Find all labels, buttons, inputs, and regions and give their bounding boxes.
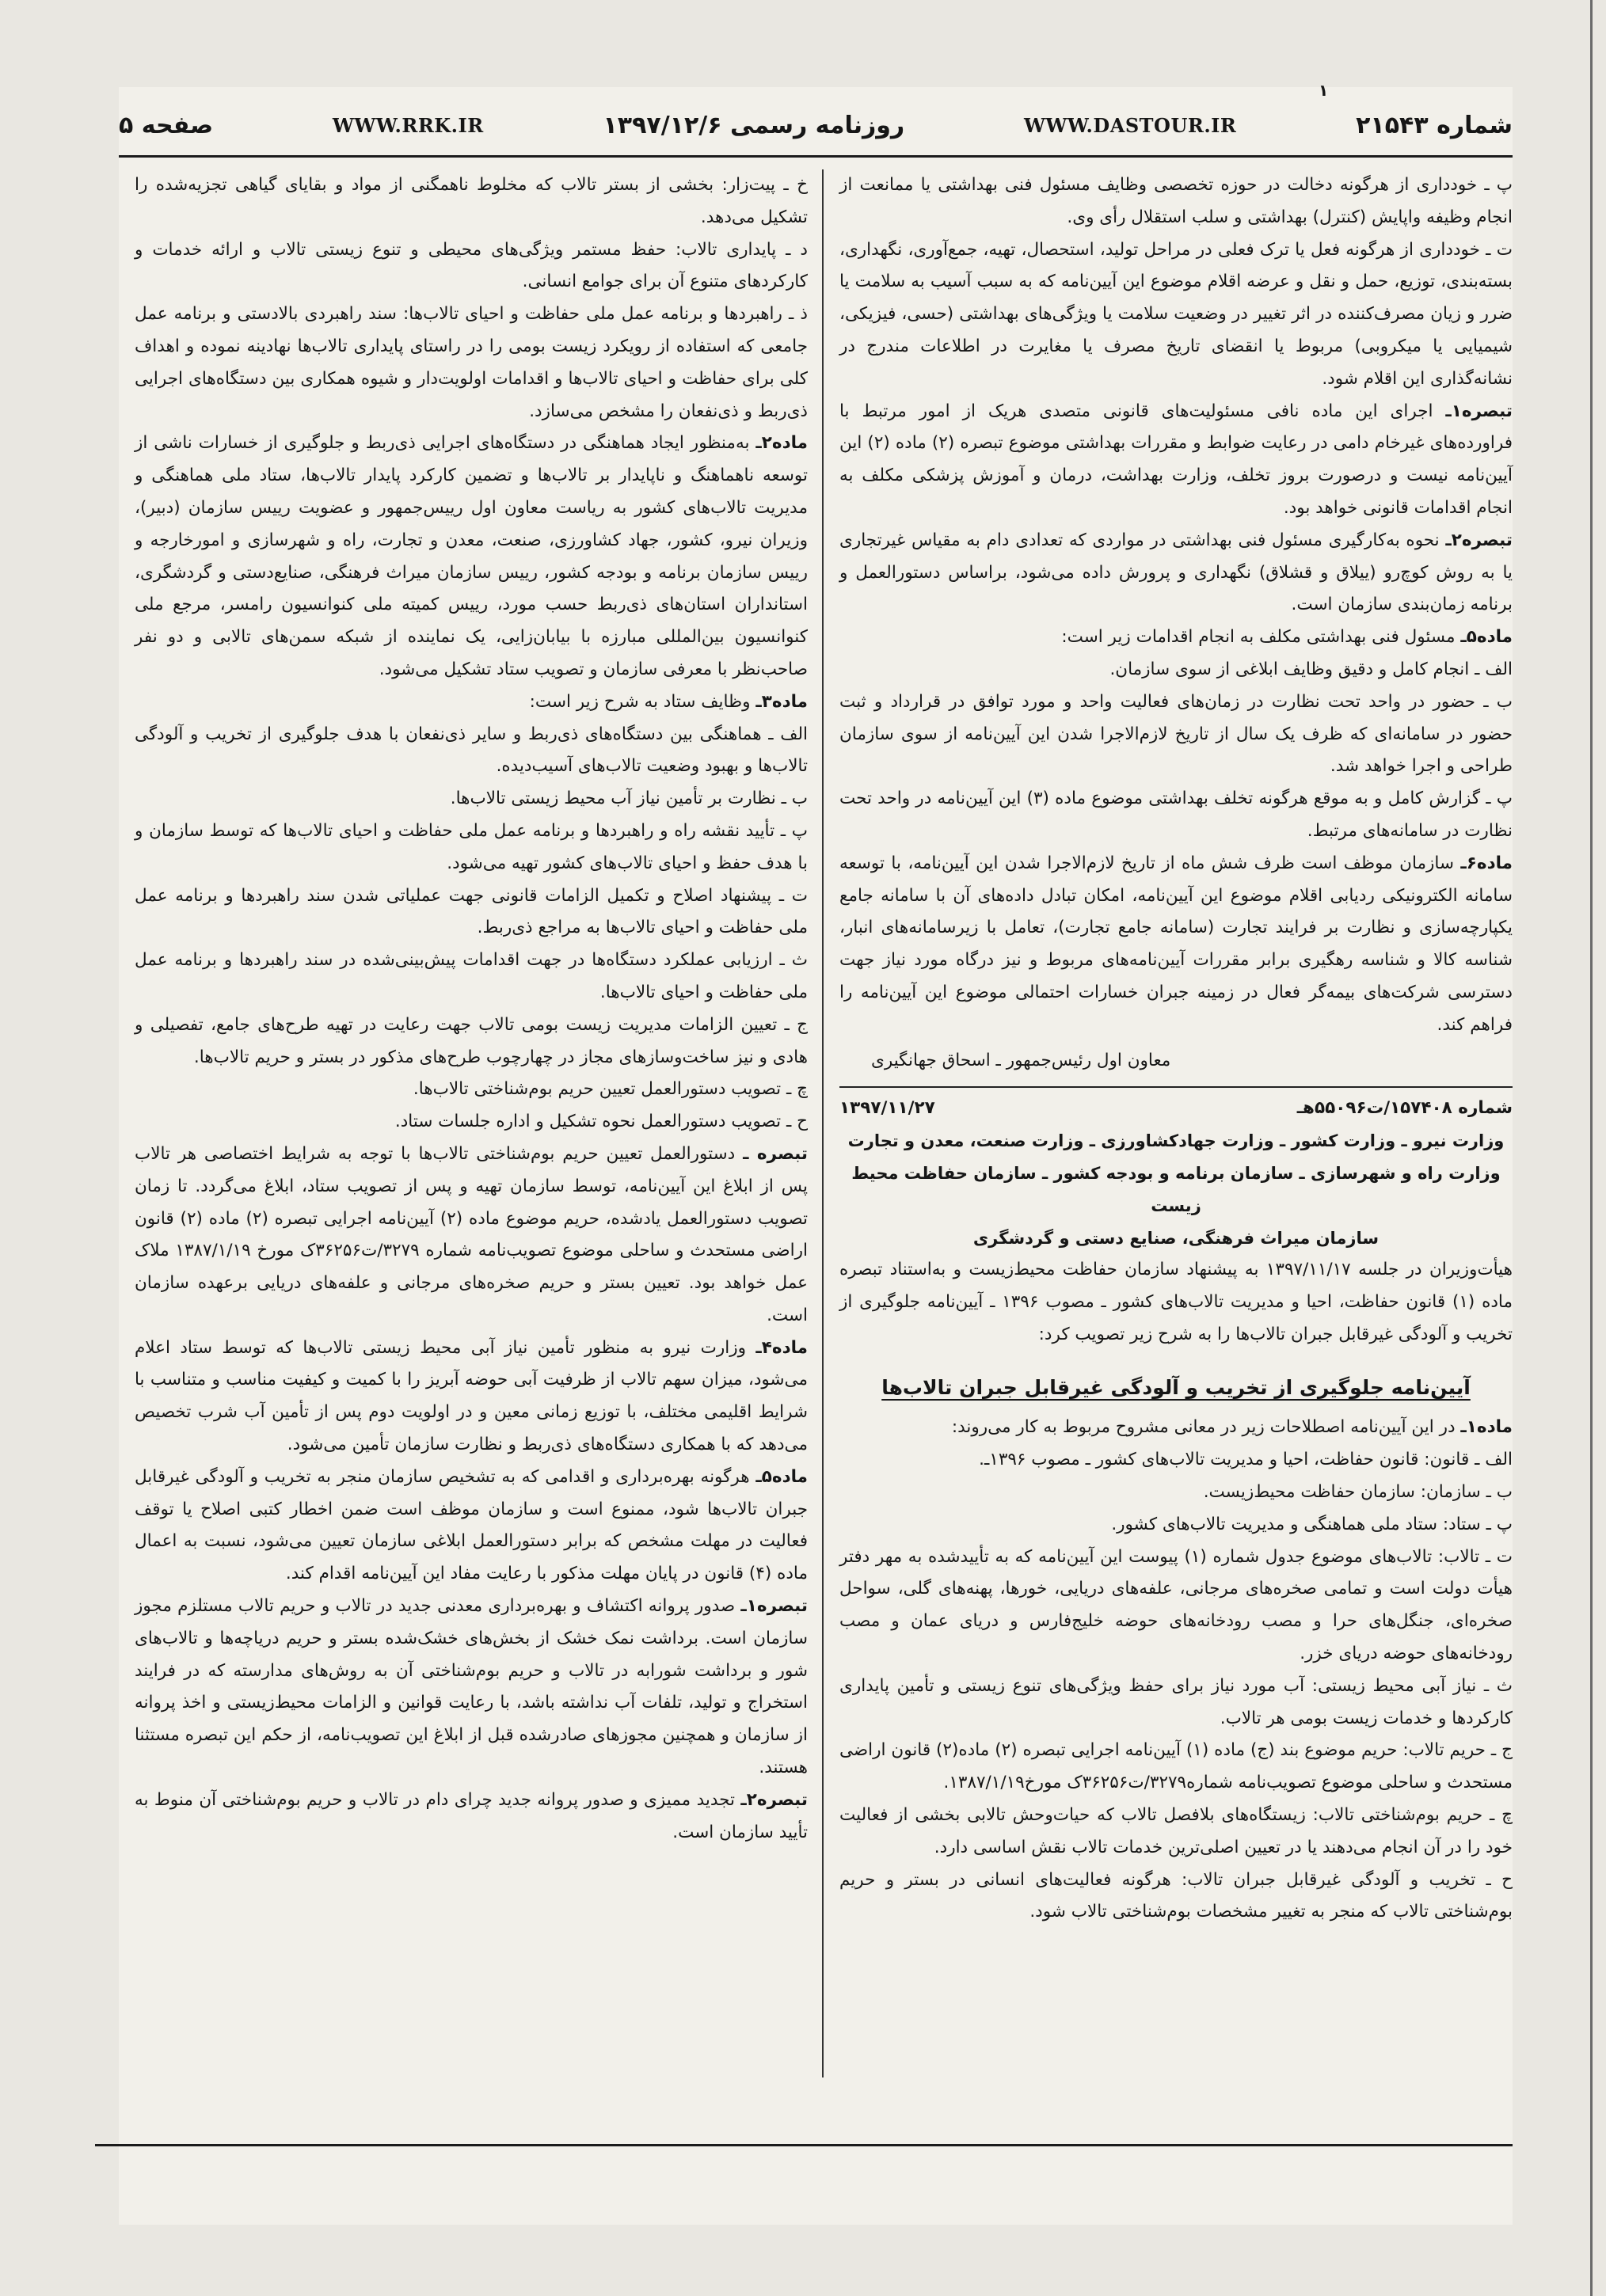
paragraph: ت ـ خودداری از هرگونه فعل یا ترک فعلی در مراحل تولید، استحصال، تهیه، جمع‌آوری، نگهداری، بسته‌بندی، توزیع، حمل و نقل و عرضه اقلام موضوع این آیین‌نامه که به سبب آسیب به سلامت یا ضرر و زیان مصرف‌کننده در اثر تغییر در وضعیت سلامت یا ویژگی‌های بهداشتی (حسی، فیزیکی، شیمیایی یا میکروبی) مربوط یا انقضای تاریخ مصرف یا مغایرت در اطلاعات مندرج در نشانه‌گذاری این اقلام شود.: [839, 239, 1513, 389]
note-text: اجرای این ماده نافی مسئولیت‌های قانونی متصدی هریک از امور مرتبط با فراورده‌های غیرخام دامی در رعایت ضوابط و مقررات بهداشتی موضوع تبصره (۲) ماده (۲) این آیین‌نامه نیست و درصورت بروز تخلف، وزارت بهداشت، درمان و آموزش پزشکی مکلف به انجام اقدامات قانونی خواهد بود.: [839, 401, 1513, 518]
note-text: دستورالعمل تعیین حریم بوم‌شناختی تالاب‌ها با توجه به شرایط اختصاصی هر تالاب پس از ابلاغ این آیین‌نامه، توسط سازمان تهیه و پس از تصویب ستاد، ابلاغ می‌گردد. تا زمان تصویب دستورالعمل یادشده، حریم موضوع ماده (۲) آیین‌نامه اجرایی تبصره (۲) ماده (۲) قانون اراضی مستحدث و ساحلی موضوع تصویب‌نامه شماره ۳۲۷۹/ت۳۶۲۵۶ک مورخ ۱۳۸۷/۱/۱۹ ملاک عمل خواهد بود. تعیین بستر و حریم صخره‌های مرجانی و علفه‌های دریایی برعهده سازمان است.: [135, 1143, 809, 1325]
reference-line: [839, 1093, 1513, 1125]
note-text: صدور پروانه اکتشاف و بهره‌برداری معدنی جدید در تالاب و حریم تالاب مستلزم مجوز سازمان است. برداشت نمک خشک از بخش‌های خشک‌شده بستر و حریم دریاچه‌ها و تالاب‌های شور و برداشت شورابه در تالاب و حریم بوم‌شناختی آن به روش‌های مدارسته که در فرایند استخراج و تولید، تلفات آب نداشته باشد، با رعایت قوانین و الزامات محیط‌زیستی و اخذ پروانه از سازمان و همچنین مجوزهای صادرشده قبل از ابلاغ این تصویب‌نامه، از حکم این تبصره مستثنا هستند.: [135, 1596, 808, 1778]
paragraph: الف ـ انجام کامل و دقیق وظایف ابلاغی از سوی سازمان.: [1109, 659, 1513, 679]
right-column: [839, 169, 1513, 1929]
site-url-dastour[interactable]: WWW.DASTOUR.IR: [1023, 113, 1237, 137]
page-number: صفحه ۵: [119, 111, 214, 139]
paragraph: [839, 396, 1513, 525]
definition: ح ـ تخریب و آلودگی غیرقابل جبران تالاب: هرگونه فعالیت‌های انسانی در بستر و حریم بوم‌شناختی تالاب که منجر به تغییر مشخصات بوم‌شناختی تالاب شود.: [839, 1869, 1513, 1922]
definition: پ ـ ستاد: ستاد ملی هماهنگی و مدیریت تالاب‌های کشور.: [1111, 1514, 1513, 1534]
article-text: وزارت نیرو به منظور تأمین نیاز آبی محیط زیستی تالاب‌ها که توسط ستاد اعلام می‌شود، میزان سهم تالاب از ظرفیت آبی حوضه آبریز را با کمیت و کیفیت مناسب و متناسب با شرایط اقلیمی مختلف، با توزیع زمانی معین و در اولویت دوم پس از تأمین آب شرب تخصیص می‌دهد که با همکاری دستگاه‌های ذی‌ربط و نظارت سازمان تأمین می‌شود.: [135, 1337, 808, 1455]
page-header: [119, 103, 1513, 147]
paragraph: [135, 1332, 808, 1462]
paragraph: ب ـ حضور در واحد تحت نظارت در زمان‌های فعالیت واحد و مورد توافق در قرارداد و ثبت حضور در سامانه‌ای که ظرف یک سال از تاریخ لازم‌الاجرا شدن این آیین‌نامه از سوی سازمان طراحی و اجرا خواهد شد.: [839, 691, 1513, 777]
list-item: ح ـ تصویب دستورالعمل نحوه تشکیل و اداره جلسات ستاد.: [394, 1112, 808, 1132]
page-mark: ۱: [1319, 81, 1329, 100]
regulation-title: آیین‌نامه جلوگیری از تخریب و آلودگی غیرقابل جبران تالاب‌ها: [881, 1375, 1471, 1399]
paragraph: [135, 1462, 808, 1591]
article-label: ماده۵ـ: [755, 1466, 808, 1487]
note-label: تبصره۲ـ: [740, 1789, 808, 1810]
paragraph: [839, 622, 1513, 654]
note-text: نحوه به‌کارگیری مسئول فنی بهداشتی در مواردی که تعدادی دام به مقیاس غیرتجاری یا به روش کوچ‌رو (ییلاق و قشلاق) نگهداری و پرورش داده می‌شود، براساس دستورالعمل و برنامه زمان‌بندی سازمان است.: [839, 530, 1513, 615]
newspaper-date: روزنامه رسمی ۱۳۹۷/۱۲/۶: [603, 111, 905, 139]
definition: ج ـ حریم تالاب: حریم موضوع بند (ج) ماده (۱) آیین‌نامه اجرایی تبصره (۲) ماده(۲) قانون اراضی مستحدث و ساحلی موضوع تصویب‌نامه شماره۳۲۷۹/ت۳۶۲۵۶ک مورخ۱۳۸۷/۱/۱۹.: [839, 1740, 1513, 1793]
signature: معاون اول رئیس‌جمهور ـ اسحاق جهانگیری: [871, 1050, 1171, 1070]
list-item: الف ـ هماهنگی بین دستگاه‌های ذی‌ربط و سایر ذی‌نفعان با هدف جلوگیری از تخریب و آلودگی تالاب‌ها و بهبود وضعیت تالاب‌های آسیب‌دیده.: [135, 724, 808, 777]
paragraph: [135, 428, 808, 686]
definition: چ ـ حریم بوم‌شناختی تالاب: زیستگاه‌های بلافصل تالاب که حیات‌وحش تالابی بخشی از فعالیت خود را در آن انجام می‌دهند یا در تعیین اصلی‌ترین خدمات تالاب نقش اساسی دارد.: [839, 1805, 1513, 1857]
article-text: به‌منظور ایجاد هماهنگی در دستگاه‌های اجرایی ذی‌ربط و جلوگیری از خسارات ناشی از توسعه ناهماهنگ و ناپایدار بر تالاب‌ها و تضمین کارکرد پایدار تالاب‌ها، ستاد ملی هماهنگی و مدیریت تالاب‌های کشور به ریاست معاون اول رییس‌جمهور و عضویت رییس سازمان (دبیر)، وزیران نیرو، کشور، جهاد کشاورزی، صنعت، معدن و تجارت، راه و شهرسازی و امورخارجه و رییس سازمان برنامه و بودجه کشور، رییس سازمان میراث فرهنگی، صنایع‌دستی و گردشگری، استانداران استان‌های ذی‌ربط حسب مورد، رییس کمیته ملی کنوانسیون رامسر، مرجع ملی کنوانسیون بین‌المللی مبارزه با بیابان‌زایی، یک نماینده از شبکه سمن‌های تالابی و دو نفر صاحب‌نظر با معرفی سازمان و تصویب ستاد تشکیل می‌شود.: [135, 433, 808, 679]
paragraph: [839, 1412, 1513, 1444]
header-divider: [119, 155, 1513, 158]
paragraph: پ ـ خودداری از هرگونه دخالت در حوزه تخصصی وظایف مسئول فنی بهداشتی یا ممانعت از انجام وظیفه واپایش (کنترل) بهداشتی و سلب استقلال رأی وی.: [839, 175, 1513, 227]
article-label: ماده۱ـ: [1460, 1417, 1513, 1438]
recipient-line: سازمان میراث فرهنگی، صنایع دستی و گردشگری: [972, 1228, 1380, 1248]
paragraph: [839, 525, 1513, 622]
article-text: وظایف ستاد به شرح زیر است:: [529, 691, 756, 712]
section-divider: [839, 1086, 1513, 1088]
list-item: چ ـ تصویب دستورالعمل تعیین حریم بوم‌شناختی تالاب‌ها.: [413, 1079, 808, 1100]
note-text: تجدید ممیزی و صدور پروانه جدید چرای دام در تالاب و حریم بوم‌شناختی آن منوط به تأیید سازمان است.: [135, 1789, 808, 1842]
note-label: تبصره ـ: [743, 1143, 809, 1164]
issue-number: شماره ۲۱۵۴۳: [1356, 111, 1513, 139]
article-text: سازمان موظف است ظرف شش ماه از تاریخ لازم‌الاجرا شدن این آیین‌نامه، با توسعه سامانه الکترونیکی ردیابی اقلام موضوع این آیین‌نامه، امکان تبادل داده‌های آن با سامانه جامع یکپارچه‌سازی و نظارت بر فرایند تجارت (سامانه جامع تجارت)، تعامل با زیرسامانه‌های انبار، شناسه کالا و شناسه رهگیری برابر مقررات آیین‌نامه‌های مربوط و نیز درگاه مورد نیاز جهت دسترسی شرکت‌های بیمه‌گر فعال در زمینه جبران خسارات احتمالی موضوع این آیین‌نامه را فراهم کند.: [839, 853, 1513, 1035]
definition: خ ـ پیت‌زار: بخشی از بستر تالاب که مخلوط ناهمگنی از مواد و بقایای گیاهی تجزیه‌شده را تشکیل می‌دهد.: [135, 175, 808, 227]
left-column: [135, 169, 808, 1849]
definition: ب ـ سازمان: سازمان حفاظت محیط‌زیست.: [1203, 1482, 1513, 1503]
list-item: ب ـ نظارت بر تأمین نیاز آب محیط زیستی تالاب‌ها.: [450, 789, 808, 809]
article-label: ماده۴ـ: [755, 1337, 808, 1358]
recipient-line: وزارت راه و شهرسازی ـ سازمان برنامه و بودجه کشور ـ سازمان حفاظت محیط زیست: [851, 1163, 1501, 1215]
paragraph: [135, 1785, 808, 1849]
paragraph: پ ـ گزارش کامل و به موقع هرگونه تخلف بهداشتی موضوع ماده (۳) این آیین‌نامه در واحد تحت نظارت در سامانه‌های مرتبط.: [839, 789, 1513, 841]
article-label: ماده۳ـ: [755, 691, 808, 712]
reference-number: شماره ۱۵۷۴۰۸/ت۵۵۰۹۶هـ: [1296, 1098, 1513, 1119]
page-edge: [1590, 0, 1593, 2296]
site-url-rrk[interactable]: WWW.RRK.IR: [332, 113, 484, 137]
definition: ث ـ نیاز آبی محیط زیستی: آب مورد نیاز برای حفظ ویژگی‌های تنوع زیستی و تأمین پایداری کارکردها و خدمات زیست بومی هر تالاب.: [839, 1675, 1513, 1728]
list-item: ت ـ پیشنهاد اصلاح و تکمیل الزامات قانونی جهت عملیاتی شدن سند راهبردها و برنامه عمل ملی حفاظت و احیای تالاب‌ها به مراجع ذی‌ربط.: [135, 885, 808, 938]
paragraph: هیأت‌وزیران در جلسه ۱۳۹۷/۱۱/۱۷ به پیشنهاد سازمان حفاظت محیط‌زیست و به‌استناد تبصره ماده (۱) قانون حفاظت، احیا و مدیریت تالاب‌های کشور ـ مصوب ۱۳۹۶ ـ آیین‌نامه جلوگیری از تخریب و آلودگی غیرقابل جبران تالاب‌ها را به شرح زیر تصویب کرد:: [839, 1260, 1513, 1344]
list-item: ث ـ ارزیابی عملکرد دستگاه‌ها در جهت اقدامات پیش‌بینی‌شده در سند راهبردها و برنامه عمل ملی حفاظت و احیای تالاب‌ها.: [135, 950, 808, 1002]
paragraph: [135, 1591, 808, 1785]
note-label: تبصره۱ـ: [740, 1596, 808, 1617]
definition: د ـ پایداری تالاب: حفظ مستمر ویژگی‌های محیطی و تنوع زیستی تالاب و ارائه خدمات و کارکردهای متنوع آن برای جوامع انسانی.: [135, 239, 808, 292]
definition: الف ـ قانون: قانون حفاظت، احیا و مدیریت تالاب‌های کشور ـ مصوب ۱۳۹۶ـ.: [979, 1450, 1513, 1470]
reference-date: ۱۳۹۷/۱۱/۲۷: [839, 1098, 935, 1119]
article-label: ماده۵ـ: [1460, 627, 1513, 648]
recipient-line: وزارت نیرو ـ وزارت کشور ـ وزارت جهادکشاورزی ـ وزارت صنعت، معدن و تجارت: [847, 1131, 1505, 1151]
definition: ت ـ تالاب: تالاب‌های موضوع جدول شماره (۱) پیوست این آیین‌نامه که به تأییدشده به مهر دفتر هیأت دولت است و تمامی صخره‌های مرجانی، علفه‌های دریایی، خورها، پهنه‌های گلی، سواحل صخره‌ای، جنگل‌های حرا و مصب رودخانه‌های حوضه خلیج‌فارس و دریای عمان و مصب رودخانه‌های حوضه دریای خزر.: [839, 1546, 1513, 1664]
article-text: هرگونه بهره‌برداری و اقدامی که به تشخیص سازمان منجر به تخریب و آلودگی غیرقابل جبران تالاب‌ها شود، ممنوع است و سازمان موظف است ضمن اخطار کتبی اصلاح یا توقف فعالیت در مهلت مشخص که برابر دستورالعمل ابلاغی سازمان تعیین می‌شود، نسبت به اعمال ماده (۴) قانون در پایان مهلت مذکور با رعایت مفاد این آیین‌نامه اقدام کند.: [135, 1466, 808, 1584]
article-label: ماده۲ـ: [755, 433, 808, 454]
article-text: مسئول فنی بهداشتی مکلف به انجام اقدامات زیر است:: [1061, 627, 1461, 648]
paragraph: [135, 1138, 808, 1332]
paragraph: [839, 848, 1513, 1042]
paragraph: [135, 686, 808, 719]
note-label: تبصره۱ـ: [1445, 401, 1513, 421]
definition: ذ ـ راهبردها و برنامه عمل ملی حفاظت و احیای تالاب‌ها: سند راهبردی بالادستی و برنامه عمل جامعی که استفاده از رویکرد زیست بومی را در راستای پایداری تالاب‌ها نهادینه نموده و اهداف کلی برای حفاظت و احیای تالاب‌ها و اقدامات اولویت‌دار و شیوه همکاری بین دستگاه‌های اجرایی ذی‌ربط و ذی‌نفعان را مشخص می‌سازد.: [135, 304, 808, 421]
note-label: تبصره۲ـ: [1445, 530, 1513, 550]
list-item: ج ـ تعیین الزامات مدیریت زیست بومی تالاب جهت رعایت در تهیه طرح‌های جامع، تفصیلی و هادی و نیز ساخت‌وسازهای مجاز در چهارچوب طرح‌های مذکور در بستر و حریم تالاب‌ها.: [135, 1014, 808, 1067]
article-text: در این آیین‌نامه اصطلاحات زیر در معانی مشروح مربوط به کار می‌روند:: [951, 1417, 1461, 1438]
footer-divider: [95, 2144, 1513, 2146]
column-divider: [822, 169, 824, 2077]
article-label: ماده۶ـ: [1460, 853, 1513, 873]
list-item: پ ـ تأیید نقشه راه و راهبردها و برنامه عمل ملی حفاظت و احیای تالاب‌ها که توسط سازمان و با هدف حفظ و احیای تالاب‌های کشور تهیه می‌شود.: [135, 820, 808, 873]
